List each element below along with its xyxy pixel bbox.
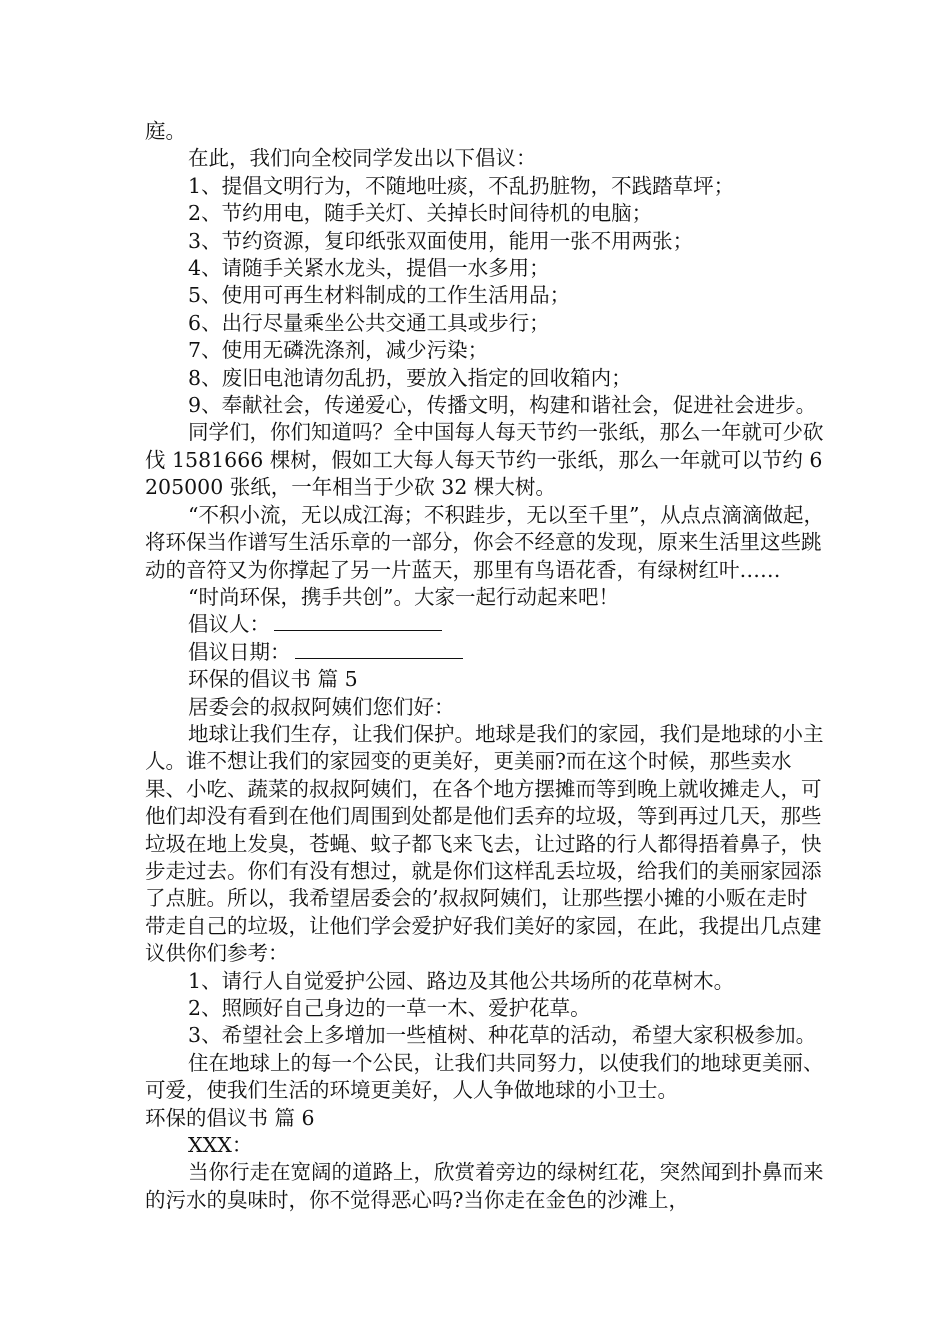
date-line: [145, 639, 825, 666]
paragraph-body: 当你行走在宽阔的道路上，欣赏着旁边的绿树红花，突然闻到扑鼻而来的污水的臭味时，你不觉得恶心吗?当你走在金色的沙滩上，: [145, 1160, 824, 1212]
list-item: 8、废旧电池请勿乱扔，要放入指定的回收箱内；: [188, 365, 632, 390]
list-item: 9、奉献社会，传递爱心，传播文明，构建和谐社会，促进社会进步。: [188, 393, 817, 418]
list-item: 2、节约用电，随手关灯、关掉长时间待机的电脑；: [188, 201, 653, 226]
list-item: 1、提倡文明行为，不随地吐痰，不乱扔脏物，不践踏草坪；: [188, 173, 735, 198]
paragraph-body: “不积小流，无以成江海；不积跬步，无以至千里”，从点点滴滴做起，将环保当作谱写生活乐章的一部分，你会不经意的发现，原来生活里这些跳动的音符又为你撑起了另一片蓝天，那里有鸟语花香，有绿树红叶……: [145, 502, 825, 582]
date-label: 倡议日期：: [188, 639, 291, 664]
signature-blank: [274, 629, 442, 631]
list-item: 5、使用可再生材料制成的工作生活用品；: [188, 283, 571, 308]
signature-label: 倡议人：: [188, 612, 271, 637]
paragraph-body: 同学们，你们知道吗？全中国每人每天节约一张纸，那么一年就可少砍伐 1581666 棵树，假如工大每人每天节约一张纸，那么一年就可以节约 6205000 张纸，一年相当于少砍 32 棵大树。: [145, 420, 824, 500]
paragraph-continuation: 庭。: [145, 119, 186, 143]
paragraph-slogan: “时尚环保，携手共创”。大家一起行动起来吧！: [188, 584, 620, 609]
list-item: 1、请行人自觉爱护公园、路边及其他公共场所的花草树木。: [188, 968, 735, 993]
list-item: 4、请随手关紧水龙头，提倡一水多用；: [188, 256, 550, 281]
paragraph-body: 地球让我们生存，让我们保护。地球是我们的家园，我们是地球的小主人。谁不想让我们的家园变的更美好，更美丽?而在这个时候，那些卖水果、小吃、蔬菜的叔叔阿姨们，在各个地方摆摊而等到晚上就收摊走人，可他们却没有看到在他们周围到处都是他们丢弃的垃圾，等到再过几天，那些垃圾在地上发臭，苍蝇、蚊子都飞来飞去，让过路的行人都得捂着鼻子，快步走过去。你们有没有想过，就是你们这样乱丢垃圾，给我们的美丽家园添了点脏。所以，我希望居委会的’叔叔阿姨们，让那些摆小摊的小贩在走时带走自己的垃圾，让他们学会爱护好我们美好的家园，在此，我提出几点建议供你们参考：: [145, 721, 824, 966]
salutation: 居委会的叔叔阿姨们您们好：: [188, 694, 455, 719]
list-item: 3、节约资源，复印纸张双面使用，能用一张不用两张；: [188, 228, 694, 253]
list-item: 6、出行尽量乘坐公共交通工具或步行；: [188, 310, 550, 335]
paragraph-intro: 在此，我们向全校同学发出以下倡议：: [188, 146, 537, 171]
list-item: 3、希望社会上多增加一些植树、种花草的活动，希望大家积极参加。: [188, 1023, 817, 1048]
section-heading: 环保的倡议书 篇 6: [145, 1105, 315, 1130]
salutation: XXX：: [188, 1133, 253, 1158]
signature-line: [145, 611, 825, 638]
paragraph-body: 住在地球上的每一个公民，让我们共同努力，以使我们的地球更美丽、可爱，使我们生活的环境更美好，人人争做地球的小卫士。: [145, 1050, 824, 1103]
date-blank: [295, 657, 463, 659]
section-heading: 环保的倡议书 篇 5: [188, 667, 358, 692]
document-page: [145, 118, 825, 1214]
list-item: 2、照顾好自己身边的一草一木、爱护花草。: [188, 996, 591, 1020]
list-item: 7、使用无磷洗涤剂，减少污染；: [188, 338, 489, 363]
